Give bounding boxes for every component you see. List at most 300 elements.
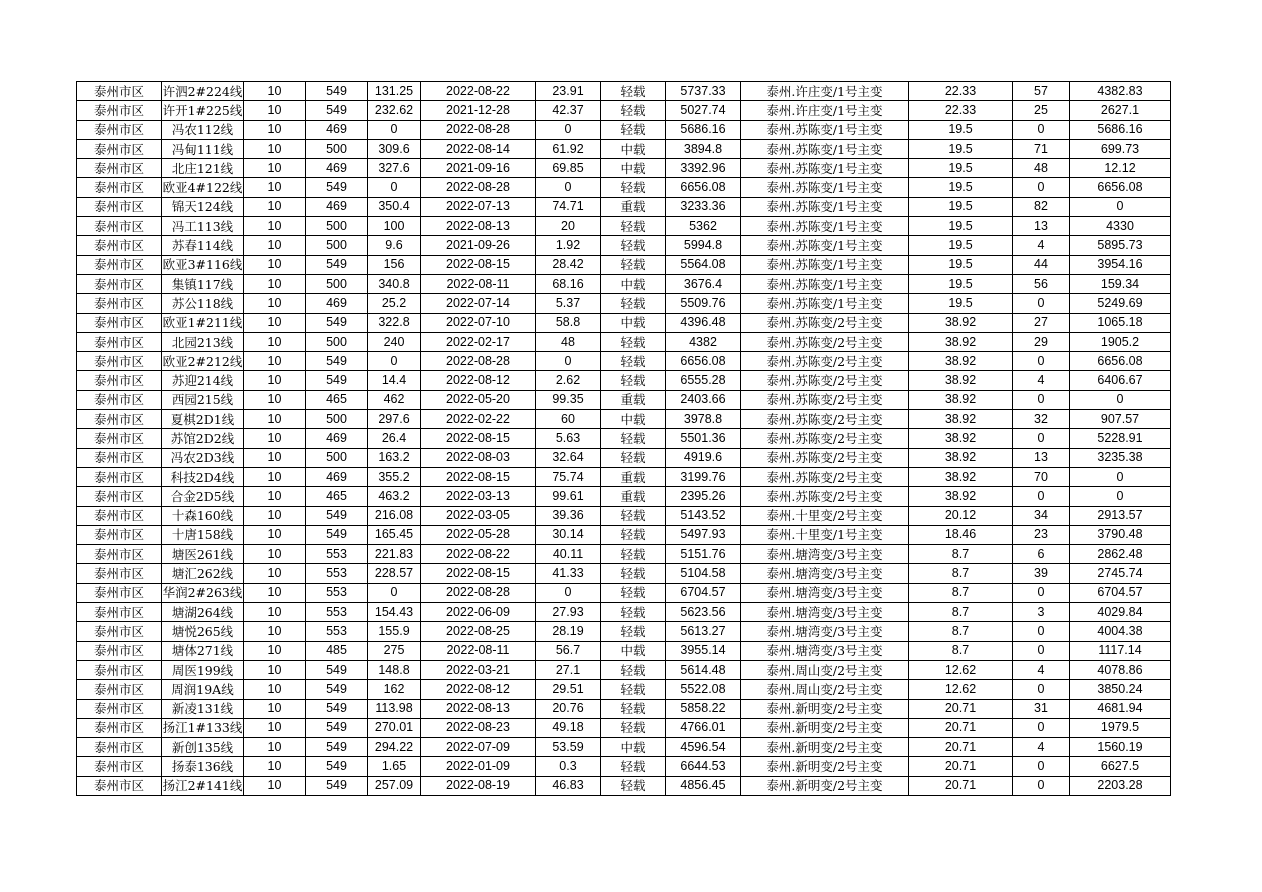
cell-line-name: 欧亚2#212线 xyxy=(162,352,244,371)
cell-max-load: 322.8 xyxy=(368,313,421,332)
cell-max-load: 297.6 xyxy=(368,410,421,429)
cell-district: 泰州市区 xyxy=(77,545,162,564)
cell-remaining-capacity: 5895.73 xyxy=(1070,236,1171,255)
cell-line-name: 集镇117线 xyxy=(162,274,244,293)
cell-max-load: 462 xyxy=(368,390,421,409)
cell-transformer: 泰州.十里变/1号主变 xyxy=(741,525,909,544)
cell-date: 2022-02-22 xyxy=(421,410,536,429)
cell-rated-capacity: 469 xyxy=(306,159,368,178)
cell-voltage: 10 xyxy=(244,139,306,158)
cell-district: 泰州市区 xyxy=(77,101,162,120)
cell-transformer: 泰州.周山变/2号主变 xyxy=(741,680,909,699)
cell-load-rate: 46.83 xyxy=(536,776,601,795)
cell-available-capacity: 5104.58 xyxy=(666,564,741,583)
cell-transformer-value: 19.5 xyxy=(909,178,1013,197)
cell-transformer-value: 8.7 xyxy=(909,583,1013,602)
cell-available-capacity: 3955.14 xyxy=(666,641,741,660)
cell-voltage: 10 xyxy=(244,371,306,390)
table-row xyxy=(77,583,1171,602)
cell-transformer: 泰州.苏陈变/1号主变 xyxy=(741,139,909,158)
cell-max-load: 165.45 xyxy=(368,525,421,544)
cell-max-load: 294.22 xyxy=(368,738,421,757)
cell-load-rate: 53.59 xyxy=(536,738,601,757)
cell-transformer: 泰州.新明变/2号主变 xyxy=(741,757,909,776)
cell-rated-capacity: 500 xyxy=(306,274,368,293)
cell-max-load: 148.8 xyxy=(368,660,421,679)
cell-remaining-capacity: 4078.86 xyxy=(1070,660,1171,679)
cell-district: 泰州市区 xyxy=(77,159,162,178)
cell-line-name: 十森160线 xyxy=(162,506,244,525)
cell-available-capacity: 6656.08 xyxy=(666,178,741,197)
cell-transformer-value: 19.5 xyxy=(909,197,1013,216)
cell-load-rate: 68.16 xyxy=(536,274,601,293)
table-row xyxy=(77,390,1171,409)
cell-rated-capacity: 549 xyxy=(306,82,368,101)
cell-rated-capacity: 553 xyxy=(306,545,368,564)
cell-line-name: 北庄121线 xyxy=(162,159,244,178)
cell-line-name: 苏春114线 xyxy=(162,236,244,255)
cell-count: 0 xyxy=(1013,718,1070,737)
cell-voltage: 10 xyxy=(244,603,306,622)
cell-transformer: 泰州.苏陈变/2号主变 xyxy=(741,332,909,351)
table-row xyxy=(77,217,1171,236)
cell-rated-capacity: 500 xyxy=(306,448,368,467)
cell-available-capacity: 3199.76 xyxy=(666,467,741,486)
cell-count: 4 xyxy=(1013,371,1070,390)
cell-transformer-value: 19.5 xyxy=(909,139,1013,158)
cell-load-status: 轻载 xyxy=(601,332,666,351)
cell-remaining-capacity: 3790.48 xyxy=(1070,525,1171,544)
cell-district: 泰州市区 xyxy=(77,622,162,641)
cell-line-name: 北园213线 xyxy=(162,332,244,351)
cell-count: 0 xyxy=(1013,120,1070,139)
cell-count: 27 xyxy=(1013,313,1070,332)
cell-transformer-value: 22.33 xyxy=(909,82,1013,101)
cell-transformer: 泰州.许庄变/1号主变 xyxy=(741,82,909,101)
cell-line-name: 苏馆2D2线 xyxy=(162,429,244,448)
cell-date: 2022-08-11 xyxy=(421,641,536,660)
cell-available-capacity: 6644.53 xyxy=(666,757,741,776)
cell-rated-capacity: 469 xyxy=(306,467,368,486)
cell-date: 2022-08-13 xyxy=(421,217,536,236)
cell-count: 0 xyxy=(1013,294,1070,313)
cell-transformer: 泰州.苏陈变/1号主变 xyxy=(741,178,909,197)
cell-rated-capacity: 549 xyxy=(306,699,368,718)
cell-max-load: 327.6 xyxy=(368,159,421,178)
cell-district: 泰州市区 xyxy=(77,255,162,274)
cell-max-load: 228.57 xyxy=(368,564,421,583)
cell-voltage: 10 xyxy=(244,622,306,641)
cell-remaining-capacity: 159.34 xyxy=(1070,274,1171,293)
cell-district: 泰州市区 xyxy=(77,197,162,216)
cell-voltage: 10 xyxy=(244,680,306,699)
cell-load-status: 中载 xyxy=(601,274,666,293)
cell-voltage: 10 xyxy=(244,467,306,486)
cell-load-status: 轻载 xyxy=(601,82,666,101)
cell-available-capacity: 5614.48 xyxy=(666,660,741,679)
cell-max-load: 257.09 xyxy=(368,776,421,795)
cell-max-load: 14.4 xyxy=(368,371,421,390)
table-row xyxy=(77,159,1171,178)
cell-district: 泰州市区 xyxy=(77,641,162,660)
cell-load-status: 中载 xyxy=(601,313,666,332)
cell-date: 2022-07-14 xyxy=(421,294,536,313)
cell-transformer: 泰州.苏陈变/1号主变 xyxy=(741,159,909,178)
cell-count: 32 xyxy=(1013,410,1070,429)
cell-load-rate: 30.14 xyxy=(536,525,601,544)
cell-line-name: 塘体271线 xyxy=(162,641,244,660)
cell-max-load: 113.98 xyxy=(368,699,421,718)
table-row xyxy=(77,718,1171,737)
cell-available-capacity: 5522.08 xyxy=(666,680,741,699)
cell-load-rate: 56.7 xyxy=(536,641,601,660)
cell-max-load: 9.6 xyxy=(368,236,421,255)
cell-load-rate: 60 xyxy=(536,410,601,429)
cell-max-load: 216.08 xyxy=(368,506,421,525)
cell-district: 泰州市区 xyxy=(77,448,162,467)
cell-load-status: 轻载 xyxy=(601,371,666,390)
cell-load-status: 轻载 xyxy=(601,545,666,564)
table-row xyxy=(77,622,1171,641)
cell-count: 71 xyxy=(1013,139,1070,158)
cell-available-capacity: 5151.76 xyxy=(666,545,741,564)
cell-transformer: 泰州.苏陈变/2号主变 xyxy=(741,410,909,429)
cell-transformer: 泰州.苏陈变/1号主变 xyxy=(741,217,909,236)
cell-remaining-capacity: 3235.38 xyxy=(1070,448,1171,467)
cell-max-load: 26.4 xyxy=(368,429,421,448)
cell-district: 泰州市区 xyxy=(77,390,162,409)
cell-load-status: 重载 xyxy=(601,390,666,409)
cell-load-rate: 69.85 xyxy=(536,159,601,178)
cell-district: 泰州市区 xyxy=(77,236,162,255)
cell-transformer: 泰州.新明变/2号主变 xyxy=(741,738,909,757)
cell-load-rate: 2.62 xyxy=(536,371,601,390)
table-row xyxy=(77,410,1171,429)
cell-district: 泰州市区 xyxy=(77,410,162,429)
cell-remaining-capacity: 1905.2 xyxy=(1070,332,1171,351)
cell-district: 泰州市区 xyxy=(77,506,162,525)
cell-load-status: 轻载 xyxy=(601,120,666,139)
cell-district: 泰州市区 xyxy=(77,429,162,448)
cell-rated-capacity: 500 xyxy=(306,332,368,351)
table-row xyxy=(77,603,1171,622)
cell-count: 34 xyxy=(1013,506,1070,525)
cell-voltage: 10 xyxy=(244,217,306,236)
cell-transformer-value: 19.5 xyxy=(909,159,1013,178)
cell-load-rate: 20.76 xyxy=(536,699,601,718)
cell-load-status: 轻载 xyxy=(601,101,666,120)
cell-load-rate: 32.64 xyxy=(536,448,601,467)
table-row xyxy=(77,564,1171,583)
cell-load-status: 轻载 xyxy=(601,699,666,718)
cell-date: 2022-08-12 xyxy=(421,680,536,699)
cell-voltage: 10 xyxy=(244,545,306,564)
cell-count: 13 xyxy=(1013,448,1070,467)
cell-max-load: 0 xyxy=(368,178,421,197)
cell-remaining-capacity: 6406.67 xyxy=(1070,371,1171,390)
cell-max-load: 155.9 xyxy=(368,622,421,641)
cell-date: 2022-08-11 xyxy=(421,274,536,293)
cell-transformer-value: 19.5 xyxy=(909,274,1013,293)
cell-transformer-value: 38.92 xyxy=(909,332,1013,351)
table-row xyxy=(77,139,1171,158)
cell-district: 泰州市区 xyxy=(77,139,162,158)
cell-count: 0 xyxy=(1013,390,1070,409)
cell-transformer: 泰州.苏陈变/2号主变 xyxy=(741,487,909,506)
cell-available-capacity: 2403.66 xyxy=(666,390,741,409)
cell-max-load: 221.83 xyxy=(368,545,421,564)
table-row xyxy=(77,699,1171,718)
cell-line-name: 新创135线 xyxy=(162,738,244,757)
cell-transformer: 泰州.塘湾变/3号主变 xyxy=(741,564,909,583)
cell-rated-capacity: 469 xyxy=(306,429,368,448)
cell-date: 2022-03-05 xyxy=(421,506,536,525)
cell-voltage: 10 xyxy=(244,82,306,101)
cell-voltage: 10 xyxy=(244,699,306,718)
cell-load-rate: 5.63 xyxy=(536,429,601,448)
cell-remaining-capacity: 4681.94 xyxy=(1070,699,1171,718)
cell-load-rate: 20 xyxy=(536,217,601,236)
cell-transformer-value: 38.92 xyxy=(909,448,1013,467)
cell-count: 31 xyxy=(1013,699,1070,718)
cell-line-name: 欧亚4#122线 xyxy=(162,178,244,197)
cell-transformer: 泰州.苏陈变/2号主变 xyxy=(741,371,909,390)
cell-rated-capacity: 549 xyxy=(306,255,368,274)
cell-rated-capacity: 553 xyxy=(306,603,368,622)
cell-line-name: 冯农112线 xyxy=(162,120,244,139)
cell-remaining-capacity: 4004.38 xyxy=(1070,622,1171,641)
cell-available-capacity: 5564.08 xyxy=(666,255,741,274)
cell-max-load: 340.8 xyxy=(368,274,421,293)
cell-district: 泰州市区 xyxy=(77,217,162,236)
cell-load-status: 轻载 xyxy=(601,680,666,699)
cell-district: 泰州市区 xyxy=(77,487,162,506)
cell-transformer: 泰州.塘湾变/3号主变 xyxy=(741,641,909,660)
cell-load-rate: 41.33 xyxy=(536,564,601,583)
cell-transformer: 泰州.苏陈变/2号主变 xyxy=(741,313,909,332)
table-row xyxy=(77,757,1171,776)
cell-load-status: 重载 xyxy=(601,467,666,486)
cell-voltage: 10 xyxy=(244,390,306,409)
cell-load-status: 轻载 xyxy=(601,294,666,313)
cell-remaining-capacity: 6704.57 xyxy=(1070,583,1171,602)
table-row xyxy=(77,313,1171,332)
cell-district: 泰州市区 xyxy=(77,467,162,486)
cell-load-status: 轻载 xyxy=(601,757,666,776)
cell-load-rate: 99.61 xyxy=(536,487,601,506)
cell-voltage: 10 xyxy=(244,236,306,255)
cell-voltage: 10 xyxy=(244,274,306,293)
cell-available-capacity: 3894.8 xyxy=(666,139,741,158)
cell-remaining-capacity: 1560.19 xyxy=(1070,738,1171,757)
cell-count: 6 xyxy=(1013,545,1070,564)
cell-count: 0 xyxy=(1013,487,1070,506)
cell-transformer: 泰州.苏陈变/1号主变 xyxy=(741,294,909,313)
table-row xyxy=(77,776,1171,795)
table-body xyxy=(77,82,1171,796)
cell-transformer-value: 8.7 xyxy=(909,622,1013,641)
cell-load-status: 重载 xyxy=(601,197,666,216)
cell-line-name: 许开1#225线 xyxy=(162,101,244,120)
cell-count: 0 xyxy=(1013,583,1070,602)
cell-count: 0 xyxy=(1013,680,1070,699)
cell-load-rate: 48 xyxy=(536,332,601,351)
cell-load-rate: 29.51 xyxy=(536,680,601,699)
cell-available-capacity: 4919.6 xyxy=(666,448,741,467)
cell-available-capacity: 2395.26 xyxy=(666,487,741,506)
cell-count: 13 xyxy=(1013,217,1070,236)
cell-max-load: 463.2 xyxy=(368,487,421,506)
cell-available-capacity: 6656.08 xyxy=(666,352,741,371)
cell-rated-capacity: 549 xyxy=(306,352,368,371)
cell-transformer-value: 19.5 xyxy=(909,294,1013,313)
cell-line-name: 锦天124线 xyxy=(162,197,244,216)
cell-available-capacity: 3978.8 xyxy=(666,410,741,429)
cell-count: 48 xyxy=(1013,159,1070,178)
cell-rated-capacity: 549 xyxy=(306,101,368,120)
cell-load-status: 轻载 xyxy=(601,178,666,197)
cell-load-status: 轻载 xyxy=(601,236,666,255)
cell-available-capacity: 3676.4 xyxy=(666,274,741,293)
cell-max-load: 25.2 xyxy=(368,294,421,313)
cell-date: 2022-06-09 xyxy=(421,603,536,622)
cell-load-status: 轻载 xyxy=(601,217,666,236)
cell-line-name: 周医199线 xyxy=(162,660,244,679)
cell-count: 23 xyxy=(1013,525,1070,544)
cell-transformer: 泰州.苏陈变/1号主变 xyxy=(741,197,909,216)
cell-count: 0 xyxy=(1013,757,1070,776)
cell-count: 82 xyxy=(1013,197,1070,216)
cell-date: 2022-07-09 xyxy=(421,738,536,757)
cell-voltage: 10 xyxy=(244,429,306,448)
cell-remaining-capacity: 1065.18 xyxy=(1070,313,1171,332)
cell-date: 2022-08-14 xyxy=(421,139,536,158)
cell-load-status: 中载 xyxy=(601,410,666,429)
cell-transformer-value: 8.7 xyxy=(909,564,1013,583)
cell-load-rate: 75.74 xyxy=(536,467,601,486)
cell-load-status: 中载 xyxy=(601,641,666,660)
cell-line-name: 冯工113线 xyxy=(162,217,244,236)
cell-transformer-value: 20.71 xyxy=(909,699,1013,718)
cell-date: 2022-08-15 xyxy=(421,467,536,486)
cell-rated-capacity: 553 xyxy=(306,564,368,583)
cell-load-rate: 42.37 xyxy=(536,101,601,120)
cell-available-capacity: 5686.16 xyxy=(666,120,741,139)
table-row xyxy=(77,660,1171,679)
table-row xyxy=(77,274,1171,293)
cell-voltage: 10 xyxy=(244,506,306,525)
cell-district: 泰州市区 xyxy=(77,371,162,390)
cell-available-capacity: 5858.22 xyxy=(666,699,741,718)
cell-available-capacity: 5143.52 xyxy=(666,506,741,525)
cell-rated-capacity: 485 xyxy=(306,641,368,660)
cell-load-status: 轻载 xyxy=(601,255,666,274)
cell-transformer: 泰州.周山变/2号主变 xyxy=(741,660,909,679)
cell-load-status: 轻载 xyxy=(601,622,666,641)
cell-count: 4 xyxy=(1013,738,1070,757)
cell-available-capacity: 4766.01 xyxy=(666,718,741,737)
cell-max-load: 0 xyxy=(368,583,421,602)
cell-load-rate: 0.3 xyxy=(536,757,601,776)
cell-rated-capacity: 549 xyxy=(306,776,368,795)
cell-transformer: 泰州.塘湾变/3号主变 xyxy=(741,603,909,622)
cell-available-capacity: 6704.57 xyxy=(666,583,741,602)
cell-district: 泰州市区 xyxy=(77,120,162,139)
cell-line-name: 冯农2D3线 xyxy=(162,448,244,467)
cell-load-rate: 61.92 xyxy=(536,139,601,158)
cell-transformer: 泰州.苏陈变/1号主变 xyxy=(741,236,909,255)
cell-transformer-value: 20.71 xyxy=(909,738,1013,757)
cell-transformer-value: 8.7 xyxy=(909,603,1013,622)
cell-rated-capacity: 469 xyxy=(306,120,368,139)
cell-max-load: 154.43 xyxy=(368,603,421,622)
cell-remaining-capacity: 0 xyxy=(1070,487,1171,506)
cell-load-rate: 0 xyxy=(536,583,601,602)
cell-load-status: 轻载 xyxy=(601,429,666,448)
cell-remaining-capacity: 1117.14 xyxy=(1070,641,1171,660)
cell-date: 2022-02-17 xyxy=(421,332,536,351)
table-row xyxy=(77,448,1171,467)
cell-available-capacity: 5613.27 xyxy=(666,622,741,641)
cell-date: 2022-08-25 xyxy=(421,622,536,641)
cell-district: 泰州市区 xyxy=(77,564,162,583)
cell-line-name: 扬江2#141线 xyxy=(162,776,244,795)
cell-voltage: 10 xyxy=(244,564,306,583)
cell-transformer-value: 12.62 xyxy=(909,680,1013,699)
cell-load-rate: 0 xyxy=(536,178,601,197)
cell-count: 44 xyxy=(1013,255,1070,274)
cell-district: 泰州市区 xyxy=(77,583,162,602)
cell-line-name: 扬泰136线 xyxy=(162,757,244,776)
cell-max-load: 100 xyxy=(368,217,421,236)
cell-voltage: 10 xyxy=(244,313,306,332)
cell-line-name: 塘湖264线 xyxy=(162,603,244,622)
cell-transformer-value: 20.71 xyxy=(909,718,1013,737)
cell-available-capacity: 5501.36 xyxy=(666,429,741,448)
cell-date: 2022-08-15 xyxy=(421,564,536,583)
cell-transformer-value: 38.92 xyxy=(909,313,1013,332)
cell-load-status: 轻载 xyxy=(601,603,666,622)
cell-load-status: 轻载 xyxy=(601,660,666,679)
cell-load-status: 中载 xyxy=(601,139,666,158)
cell-count: 0 xyxy=(1013,352,1070,371)
cell-district: 泰州市区 xyxy=(77,82,162,101)
cell-remaining-capacity: 2745.74 xyxy=(1070,564,1171,583)
cell-line-name: 新凌131线 xyxy=(162,699,244,718)
cell-line-name: 西园215线 xyxy=(162,390,244,409)
cell-date: 2022-08-28 xyxy=(421,352,536,371)
cell-max-load: 156 xyxy=(368,255,421,274)
cell-date: 2022-08-23 xyxy=(421,718,536,737)
table-row xyxy=(77,680,1171,699)
cell-line-name: 十唐158线 xyxy=(162,525,244,544)
cell-rated-capacity: 465 xyxy=(306,390,368,409)
cell-count: 0 xyxy=(1013,776,1070,795)
cell-voltage: 10 xyxy=(244,660,306,679)
cell-voltage: 10 xyxy=(244,487,306,506)
table-row xyxy=(77,255,1171,274)
cell-remaining-capacity: 6656.08 xyxy=(1070,352,1171,371)
cell-max-load: 0 xyxy=(368,120,421,139)
cell-transformer: 泰州.十里变/2号主变 xyxy=(741,506,909,525)
cell-rated-capacity: 465 xyxy=(306,487,368,506)
cell-transformer: 泰州.苏陈变/1号主变 xyxy=(741,120,909,139)
cell-load-rate: 58.8 xyxy=(536,313,601,332)
cell-date: 2021-09-16 xyxy=(421,159,536,178)
cell-load-status: 轻载 xyxy=(601,352,666,371)
cell-available-capacity: 5737.33 xyxy=(666,82,741,101)
cell-transformer-value: 19.5 xyxy=(909,236,1013,255)
